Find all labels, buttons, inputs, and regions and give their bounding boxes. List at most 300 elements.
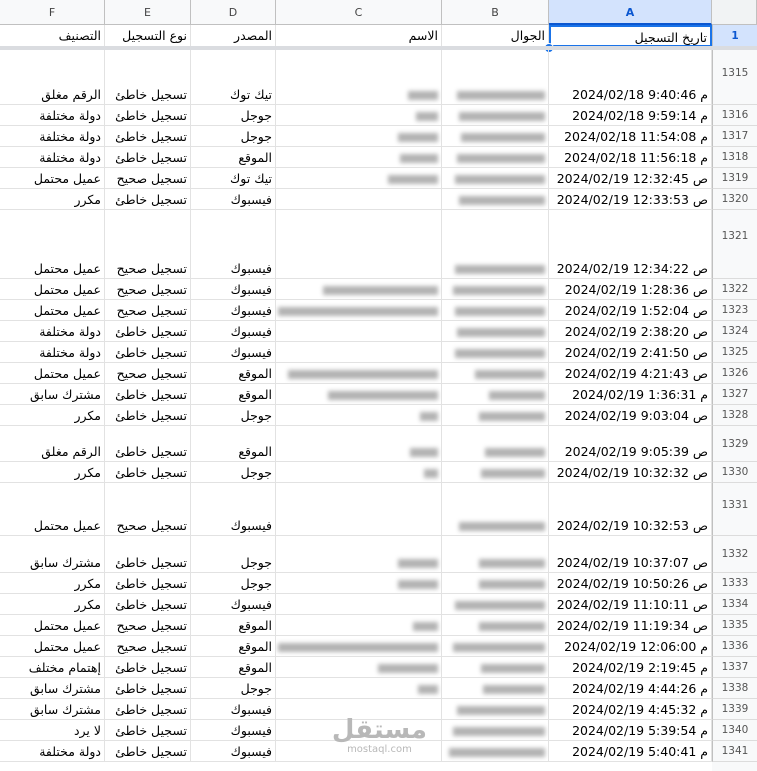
registration-type-cell[interactable] bbox=[105, 342, 191, 363]
classification-text: عميل محتمل bbox=[33, 618, 101, 633]
classification-cell[interactable] bbox=[0, 699, 105, 720]
row-number[interactable]: 1318 bbox=[712, 147, 757, 168]
registration-type-text: تسجيل خاطئ bbox=[115, 744, 187, 759]
classification-cell[interactable] bbox=[0, 363, 105, 384]
row-number[interactable]: 1317 bbox=[712, 126, 757, 147]
redacted-name bbox=[410, 448, 438, 457]
classification-text: عميل محتمل bbox=[33, 171, 101, 186]
mobile-cell[interactable] bbox=[442, 405, 549, 426]
source-text: الموقع bbox=[238, 444, 272, 459]
classification-cell[interactable] bbox=[0, 384, 105, 405]
header-registration-date[interactable]: تاريخ التسجيل bbox=[549, 25, 712, 47]
registration-date-cell[interactable] bbox=[549, 636, 712, 657]
redacted-mobile bbox=[453, 727, 545, 736]
registration-type-cell[interactable] bbox=[105, 189, 191, 210]
registration-date-cell[interactable] bbox=[549, 462, 712, 483]
registration-date-text: م 11:54:08 2024/02/18 bbox=[564, 129, 708, 144]
registration-type-text: تسجيل صحيح bbox=[116, 618, 187, 633]
registration-date-cell[interactable] bbox=[549, 536, 712, 573]
registration-date-cell[interactable] bbox=[549, 189, 712, 210]
source-text: فيسبوك bbox=[230, 723, 272, 738]
registration-type-cell[interactable] bbox=[105, 279, 191, 300]
row-number[interactable]: 1328 bbox=[712, 405, 757, 426]
registration-type-text: تسجيل خاطئ bbox=[115, 408, 187, 423]
row-number[interactable]: 1339 bbox=[712, 699, 757, 720]
registration-date-text: ص 12:34:22 2024/02/19 bbox=[556, 261, 708, 276]
source-cell[interactable] bbox=[191, 363, 276, 384]
source-cell[interactable] bbox=[191, 636, 276, 657]
source-cell[interactable] bbox=[191, 300, 276, 321]
registration-date-text: ص 12:33:53 2024/02/19 bbox=[556, 192, 708, 207]
source-cell[interactable] bbox=[191, 678, 276, 699]
header-registration-type[interactable]: نوع التسجيل bbox=[105, 25, 191, 47]
classification-cell[interactable] bbox=[0, 405, 105, 426]
registration-type-text: تسجيل صحيح bbox=[116, 639, 187, 654]
registration-type-text: تسجيل خاطئ bbox=[115, 597, 187, 612]
name-cell[interactable] bbox=[276, 279, 442, 300]
name-cell[interactable] bbox=[276, 147, 442, 168]
registration-type-cell[interactable] bbox=[105, 678, 191, 699]
registration-type-cell[interactable] bbox=[105, 126, 191, 147]
registration-type-text: تسجيل خاطئ bbox=[115, 444, 187, 459]
registration-type-cell[interactable] bbox=[105, 363, 191, 384]
name-cell[interactable] bbox=[276, 536, 442, 573]
name-cell[interactable] bbox=[276, 105, 442, 126]
mobile-cell[interactable] bbox=[442, 636, 549, 657]
classification-cell[interactable] bbox=[0, 678, 105, 699]
redacted-name bbox=[323, 286, 438, 295]
registration-type-cell[interactable] bbox=[105, 536, 191, 573]
redacted-name bbox=[278, 643, 438, 652]
name-cell[interactable] bbox=[276, 483, 442, 536]
registration-date-cell[interactable] bbox=[549, 657, 712, 678]
registration-type-text: تسجيل صحيح bbox=[116, 171, 187, 186]
registration-date-cell[interactable] bbox=[549, 279, 712, 300]
source-cell[interactable] bbox=[191, 426, 276, 462]
row-number[interactable]: 1326 bbox=[712, 363, 757, 384]
source-cell[interactable] bbox=[191, 536, 276, 573]
classification-cell[interactable] bbox=[0, 210, 105, 279]
redacted-mobile bbox=[461, 133, 545, 142]
redacted-name bbox=[416, 112, 438, 121]
redacted-name bbox=[418, 685, 438, 694]
registration-date-cell[interactable] bbox=[549, 300, 712, 321]
registration-date-text: ص 12:32:45 2024/02/19 bbox=[556, 171, 708, 186]
row-number[interactable]: 1341 bbox=[712, 741, 757, 762]
registration-date-cell[interactable] bbox=[549, 741, 712, 762]
classification-text: الرقم مغلق bbox=[41, 444, 101, 459]
mobile-cell[interactable] bbox=[442, 300, 549, 321]
row-number[interactable]: 1333 bbox=[712, 573, 757, 594]
mobile-cell[interactable] bbox=[442, 342, 549, 363]
classification-cell[interactable] bbox=[0, 536, 105, 573]
classification-cell[interactable] bbox=[0, 147, 105, 168]
classification-cell[interactable] bbox=[0, 300, 105, 321]
classification-cell[interactable] bbox=[0, 321, 105, 342]
redacted-mobile bbox=[455, 601, 545, 610]
source-text: جوجل bbox=[240, 108, 272, 123]
column-header-b[interactable]: B bbox=[442, 0, 549, 25]
registration-type-text: تسجيل خاطئ bbox=[115, 555, 187, 570]
registration-date-text: ص 10:37:07 2024/02/19 bbox=[556, 555, 708, 570]
name-cell[interactable] bbox=[276, 594, 442, 615]
source-text: جوجل bbox=[240, 681, 272, 696]
mobile-cell[interactable] bbox=[442, 126, 549, 147]
name-cell[interactable] bbox=[276, 405, 442, 426]
registration-type-cell[interactable] bbox=[105, 462, 191, 483]
row-number[interactable]: 1324 bbox=[712, 321, 757, 342]
classification-text: مشترك سابق bbox=[30, 702, 101, 717]
registration-type-cell[interactable] bbox=[105, 636, 191, 657]
classification-cell[interactable] bbox=[0, 720, 105, 741]
redacted-mobile bbox=[479, 622, 545, 631]
name-cell[interactable] bbox=[276, 126, 442, 147]
mobile-cell[interactable] bbox=[442, 50, 549, 105]
watermark-logo-latin: mostaql.com bbox=[347, 744, 412, 755]
redacted-name bbox=[388, 175, 438, 184]
redacted-mobile bbox=[455, 307, 545, 316]
source-text: الموقع bbox=[238, 150, 272, 165]
name-cell[interactable] bbox=[276, 636, 442, 657]
classification-cell[interactable] bbox=[0, 573, 105, 594]
mobile-cell[interactable] bbox=[442, 483, 549, 536]
classification-cell[interactable] bbox=[0, 189, 105, 210]
source-cell[interactable] bbox=[191, 462, 276, 483]
mobile-cell[interactable] bbox=[442, 741, 549, 762]
classification-text: دولة مختلفة bbox=[39, 129, 101, 144]
registration-type-cell[interactable] bbox=[105, 657, 191, 678]
registration-date-cell[interactable] bbox=[549, 363, 712, 384]
mobile-cell[interactable] bbox=[442, 573, 549, 594]
mobile-cell[interactable] bbox=[442, 105, 549, 126]
redacted-mobile bbox=[481, 664, 545, 673]
name-cell[interactable] bbox=[276, 342, 442, 363]
registration-type-cell[interactable] bbox=[105, 405, 191, 426]
classification-cell[interactable] bbox=[0, 168, 105, 189]
classification-text: مكرر bbox=[74, 597, 101, 612]
registration-date-text: ص 10:32:32 2024/02/19 bbox=[556, 465, 708, 480]
source-cell[interactable] bbox=[191, 105, 276, 126]
registration-date-cell[interactable] bbox=[549, 384, 712, 405]
source-cell[interactable] bbox=[191, 741, 276, 762]
name-cell[interactable] bbox=[276, 363, 442, 384]
mobile-cell[interactable] bbox=[442, 720, 549, 741]
registration-type-text: تسجيل خاطئ bbox=[115, 660, 187, 675]
classification-cell[interactable] bbox=[0, 462, 105, 483]
row-number[interactable]: 1319 bbox=[712, 168, 757, 189]
watermark-logo-arabic: مستقل bbox=[331, 715, 427, 745]
classification-text: مشترك سابق bbox=[30, 681, 101, 696]
registration-type-cell[interactable] bbox=[105, 147, 191, 168]
registration-type-text: تسجيل صحيح bbox=[116, 366, 187, 381]
source-cell[interactable] bbox=[191, 699, 276, 720]
column-header-f[interactable]: F bbox=[0, 0, 105, 25]
row-number[interactable]: 1330 bbox=[712, 462, 757, 483]
row-number[interactable]: 1320 bbox=[712, 189, 757, 210]
source-text: فيسبوك bbox=[230, 192, 272, 207]
classification-text: الرقم مغلق bbox=[41, 87, 101, 102]
source-text: فيسبوك bbox=[230, 597, 272, 612]
registration-type-cell[interactable] bbox=[105, 105, 191, 126]
mobile-cell[interactable] bbox=[442, 189, 549, 210]
row-number[interactable]: 1329 bbox=[712, 426, 757, 462]
registration-date-text: ص 4:21:43 2024/02/19 bbox=[564, 366, 708, 381]
source-text: جوجل bbox=[240, 555, 272, 570]
classification-text: مشترك سابق bbox=[30, 387, 101, 402]
registration-type-cell[interactable] bbox=[105, 168, 191, 189]
source-text: فيسبوك bbox=[230, 744, 272, 759]
registration-date-cell[interactable] bbox=[549, 573, 712, 594]
mobile-cell[interactable] bbox=[442, 168, 549, 189]
row-number[interactable]: 1325 bbox=[712, 342, 757, 363]
source-text: فيسبوك bbox=[230, 324, 272, 339]
redacted-mobile bbox=[485, 448, 545, 457]
redacted-name bbox=[400, 154, 438, 163]
mobile-cell[interactable] bbox=[442, 678, 549, 699]
registration-date-cell[interactable] bbox=[549, 126, 712, 147]
mobile-cell[interactable] bbox=[442, 279, 549, 300]
registration-date-text: ص 2:38:20 2024/02/19 bbox=[564, 324, 708, 339]
name-cell[interactable] bbox=[276, 50, 442, 105]
registration-type-cell[interactable] bbox=[105, 384, 191, 405]
registration-type-cell[interactable] bbox=[105, 321, 191, 342]
registration-date-cell[interactable] bbox=[549, 594, 712, 615]
name-cell[interactable] bbox=[276, 321, 442, 342]
registration-type-cell[interactable] bbox=[105, 50, 191, 105]
registration-type-cell[interactable] bbox=[105, 573, 191, 594]
row-number[interactable]: 1335 bbox=[712, 615, 757, 636]
header-source[interactable]: المصدر bbox=[191, 25, 276, 47]
registration-date-cell[interactable] bbox=[549, 321, 712, 342]
name-cell[interactable] bbox=[276, 384, 442, 405]
source-cell[interactable] bbox=[191, 50, 276, 105]
classification-cell[interactable] bbox=[0, 636, 105, 657]
registration-type-text: تسجيل خاطئ bbox=[115, 702, 187, 717]
row-number[interactable]: 1340 bbox=[712, 720, 757, 741]
mobile-cell[interactable] bbox=[442, 147, 549, 168]
registration-type-text: تسجيل خاطئ bbox=[115, 129, 187, 144]
name-cell[interactable] bbox=[276, 678, 442, 699]
source-cell[interactable] bbox=[191, 657, 276, 678]
source-cell[interactable] bbox=[191, 594, 276, 615]
mobile-cell[interactable] bbox=[442, 699, 549, 720]
mobile-cell[interactable] bbox=[442, 210, 549, 279]
header-classification[interactable]: التصنيف bbox=[0, 25, 105, 47]
mobile-cell[interactable] bbox=[442, 321, 549, 342]
registration-date-text: م 12:06:00 2024/02/19 bbox=[564, 639, 708, 654]
source-cell[interactable] bbox=[191, 342, 276, 363]
redacted-name bbox=[420, 412, 438, 421]
name-cell[interactable] bbox=[276, 168, 442, 189]
column-header-c[interactable]: C bbox=[276, 0, 442, 25]
classification-cell[interactable] bbox=[0, 126, 105, 147]
name-cell[interactable] bbox=[276, 426, 442, 462]
source-text: فيسبوك bbox=[230, 261, 272, 276]
registration-date-cell[interactable] bbox=[549, 678, 712, 699]
source-cell[interactable] bbox=[191, 384, 276, 405]
mobile-cell[interactable] bbox=[442, 462, 549, 483]
registration-date-text: ص 1:28:36 2024/02/19 bbox=[564, 282, 708, 297]
mobile-cell[interactable] bbox=[442, 594, 549, 615]
name-cell[interactable] bbox=[276, 189, 442, 210]
source-cell[interactable] bbox=[191, 483, 276, 536]
redacted-mobile bbox=[479, 559, 545, 568]
registration-type-cell[interactable] bbox=[105, 699, 191, 720]
classification-cell[interactable] bbox=[0, 50, 105, 105]
name-cell[interactable] bbox=[276, 462, 442, 483]
registration-date-cell[interactable] bbox=[549, 210, 712, 279]
name-cell[interactable] bbox=[276, 573, 442, 594]
registration-date-text: م 11:56:18 2024/02/18 bbox=[564, 150, 708, 165]
source-cell[interactable] bbox=[191, 321, 276, 342]
select-all-corner[interactable] bbox=[712, 0, 757, 25]
registration-date-text: ص 2:41:50 2024/02/19 bbox=[564, 345, 708, 360]
source-cell[interactable] bbox=[191, 189, 276, 210]
redacted-name bbox=[398, 580, 438, 589]
source-cell[interactable] bbox=[191, 147, 276, 168]
classification-cell[interactable] bbox=[0, 105, 105, 126]
redacted-mobile bbox=[457, 91, 545, 100]
row-number[interactable]: 1321 bbox=[712, 210, 757, 279]
registration-type-cell[interactable] bbox=[105, 210, 191, 279]
redacted-mobile bbox=[455, 349, 545, 358]
redacted-mobile bbox=[453, 286, 545, 295]
classification-text: مكرر bbox=[74, 408, 101, 423]
registration-type-cell[interactable] bbox=[105, 720, 191, 741]
header-mobile[interactable]: الجوال bbox=[442, 25, 549, 47]
row-number[interactable]: 1332 bbox=[712, 536, 757, 573]
name-cell[interactable] bbox=[276, 657, 442, 678]
row-number[interactable]: 1323 bbox=[712, 300, 757, 321]
row-number[interactable]: 1337 bbox=[712, 657, 757, 678]
registration-type-text: تسجيل خاطئ bbox=[115, 192, 187, 207]
redacted-mobile bbox=[455, 175, 545, 184]
registration-type-text: تسجيل خاطئ bbox=[115, 345, 187, 360]
registration-date-cell[interactable] bbox=[549, 342, 712, 363]
classification-text: عميل محتمل bbox=[33, 639, 101, 654]
source-text: جوجل bbox=[240, 465, 272, 480]
row-number[interactable]: 1331 bbox=[712, 483, 757, 536]
source-cell[interactable] bbox=[191, 126, 276, 147]
registration-type-cell[interactable] bbox=[105, 594, 191, 615]
classification-cell[interactable] bbox=[0, 657, 105, 678]
classification-cell[interactable] bbox=[0, 741, 105, 762]
registration-type-cell[interactable] bbox=[105, 483, 191, 536]
source-text: جوجل bbox=[240, 408, 272, 423]
redacted-mobile bbox=[479, 412, 545, 421]
mobile-cell[interactable] bbox=[442, 657, 549, 678]
classification-text: عميل محتمل bbox=[33, 366, 101, 381]
registration-type-cell[interactable] bbox=[105, 615, 191, 636]
redacted-name bbox=[398, 559, 438, 568]
source-text: فيسبوك bbox=[230, 345, 272, 360]
classification-text: لا يرد bbox=[73, 723, 101, 738]
registration-type-cell[interactable] bbox=[105, 741, 191, 762]
source-text: فيسبوك bbox=[230, 303, 272, 318]
source-text: فيسبوك bbox=[230, 282, 272, 297]
classification-cell[interactable] bbox=[0, 483, 105, 536]
source-cell[interactable] bbox=[191, 210, 276, 279]
registration-date-cell[interactable] bbox=[549, 168, 712, 189]
source-cell[interactable] bbox=[191, 720, 276, 741]
row-number[interactable]: 1327 bbox=[712, 384, 757, 405]
row-number[interactable]: 1338 bbox=[712, 678, 757, 699]
redacted-name bbox=[408, 91, 438, 100]
redacted-mobile bbox=[455, 265, 545, 274]
registration-date-cell[interactable] bbox=[549, 426, 712, 462]
registration-date-cell[interactable] bbox=[549, 483, 712, 536]
source-text: تيك توك bbox=[230, 171, 272, 186]
redacted-mobile bbox=[457, 328, 545, 337]
registration-date-cell[interactable] bbox=[549, 615, 712, 636]
source-cell[interactable] bbox=[191, 405, 276, 426]
classification-text: دولة مختلفة bbox=[39, 345, 101, 360]
column-header-a[interactable]: A bbox=[549, 0, 712, 25]
source-text: الموقع bbox=[238, 660, 272, 675]
registration-date-cell[interactable] bbox=[549, 720, 712, 741]
registration-date-text: ص 9:03:04 2024/02/19 bbox=[564, 408, 708, 423]
source-cell[interactable] bbox=[191, 279, 276, 300]
registration-type-text: تسجيل صحيح bbox=[116, 518, 187, 533]
row-number[interactable]: 1315 bbox=[712, 50, 757, 105]
row-number[interactable]: 1336 bbox=[712, 636, 757, 657]
classification-cell[interactable] bbox=[0, 426, 105, 462]
header-name[interactable]: الاسم bbox=[276, 25, 442, 47]
registration-date-text: م 1:36:31 2024/02/19 bbox=[572, 387, 708, 402]
name-cell[interactable] bbox=[276, 210, 442, 279]
name-cell[interactable] bbox=[276, 300, 442, 321]
name-cell[interactable] bbox=[276, 615, 442, 636]
classification-text: دولة مختلفة bbox=[39, 744, 101, 759]
mobile-cell[interactable] bbox=[442, 536, 549, 573]
column-header-d[interactable]: D bbox=[191, 0, 276, 25]
row-number-1[interactable]: 1 bbox=[712, 25, 757, 47]
mobile-cell[interactable] bbox=[442, 426, 549, 462]
registration-date-cell[interactable] bbox=[549, 50, 712, 105]
redacted-name bbox=[288, 370, 438, 379]
source-text: الموقع bbox=[238, 639, 272, 654]
classification-cell[interactable] bbox=[0, 615, 105, 636]
row-number[interactable]: 1322 bbox=[712, 279, 757, 300]
source-text: فيسبوك bbox=[230, 518, 272, 533]
classification-text: مكرر bbox=[74, 576, 101, 591]
mobile-cell[interactable] bbox=[442, 615, 549, 636]
registration-date-cell[interactable] bbox=[549, 105, 712, 126]
registration-type-cell[interactable] bbox=[105, 426, 191, 462]
source-cell[interactable] bbox=[191, 573, 276, 594]
mobile-cell[interactable] bbox=[442, 363, 549, 384]
row-number[interactable]: 1334 bbox=[712, 594, 757, 615]
source-text: الموقع bbox=[238, 366, 272, 381]
source-cell[interactable] bbox=[191, 615, 276, 636]
mobile-cell[interactable] bbox=[442, 384, 549, 405]
redacted-mobile bbox=[449, 748, 545, 757]
classification-text: مشترك سابق bbox=[30, 555, 101, 570]
registration-date-cell[interactable] bbox=[549, 699, 712, 720]
registration-date-cell[interactable] bbox=[549, 405, 712, 426]
registration-date-text: م 4:44:26 2024/02/19 bbox=[572, 681, 708, 696]
registration-type-cell[interactable] bbox=[105, 300, 191, 321]
classification-cell[interactable] bbox=[0, 279, 105, 300]
column-header-e[interactable]: E bbox=[105, 0, 191, 25]
redacted-mobile bbox=[475, 370, 545, 379]
registration-type-text: تسجيل صحيح bbox=[116, 303, 187, 318]
row-number[interactable]: 1316 bbox=[712, 105, 757, 126]
classification-cell[interactable] bbox=[0, 342, 105, 363]
source-cell[interactable] bbox=[191, 168, 276, 189]
registration-date-cell[interactable] bbox=[549, 147, 712, 168]
classification-cell[interactable] bbox=[0, 594, 105, 615]
